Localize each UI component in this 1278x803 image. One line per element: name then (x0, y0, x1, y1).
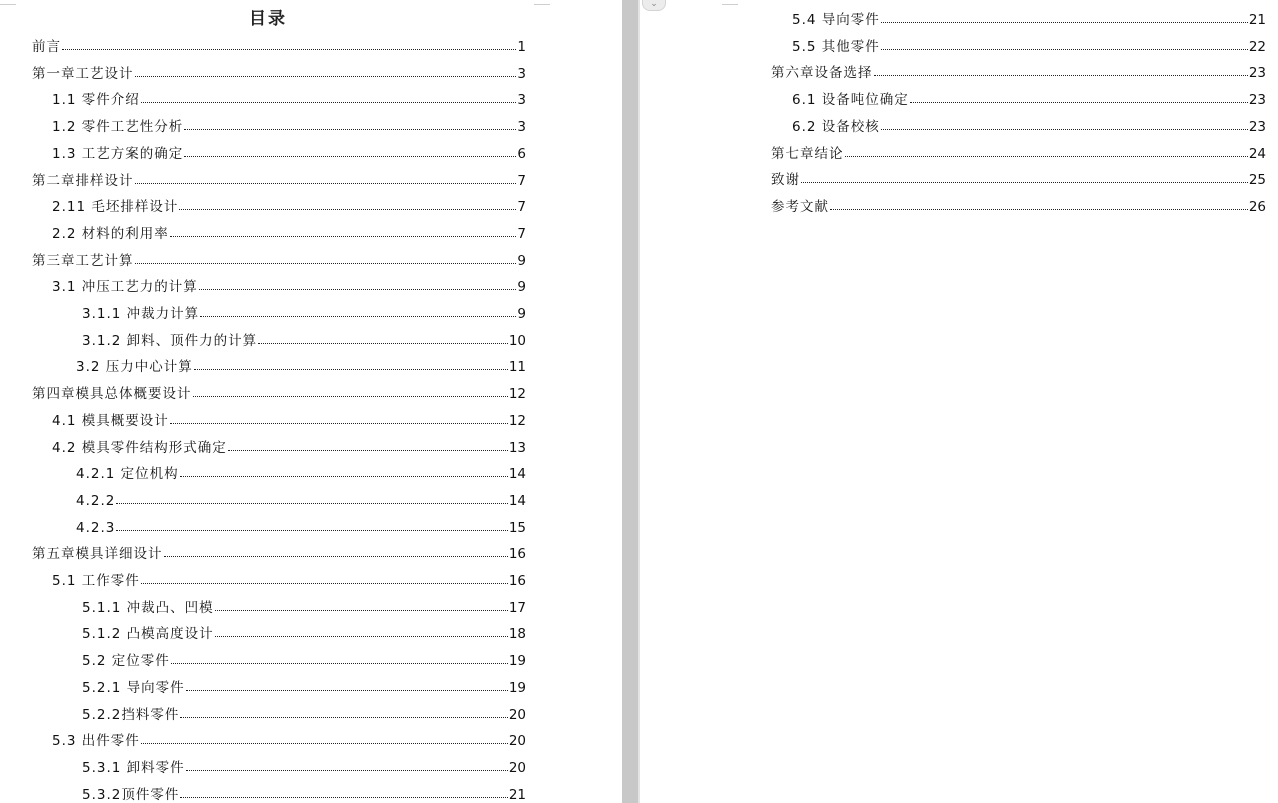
toc-entry-page-number: 24 (1248, 145, 1266, 162)
toc-leader-dots (845, 156, 1248, 157)
toc-entry-page-number: 3 (517, 119, 526, 136)
toc-entry-label: 1.1 零件介绍 (52, 92, 140, 109)
toc-leader-dots (215, 636, 508, 637)
toc-entry-label: 第五章模具详细设计 (32, 546, 163, 563)
toc-leader-dots (881, 129, 1248, 130)
toc-entry-page-number: 14 (508, 466, 526, 483)
toc-entry[interactable] (771, 166, 1266, 188)
toc-entry-label: 第七章结论 (771, 145, 844, 162)
toc-entry-page-number: 11 (508, 359, 526, 376)
toc-entry[interactable] (792, 33, 1266, 55)
toc-leader-dots (881, 22, 1248, 23)
toc-leader-dots (164, 556, 508, 557)
toc-entry[interactable] (82, 701, 526, 723)
toc-entry-page-number: 21 (1248, 12, 1266, 28)
toc-entry-page-number: 17 (508, 599, 526, 616)
toc-entry[interactable] (82, 647, 526, 669)
toc-entry[interactable] (76, 514, 526, 536)
toc-leader-dots (141, 583, 508, 584)
toc-entry-page-number: 7 (517, 225, 526, 242)
toc-leader-dots (200, 316, 516, 317)
right-page (640, 0, 1278, 803)
toc-entry-page-number: 20 (508, 733, 526, 750)
toc-entry[interactable] (76, 460, 526, 482)
toc-entry-page-number: 3 (517, 65, 526, 82)
toc-entry-label: 4.2.1 定位机构 (76, 466, 179, 483)
toc-entry-page-number: 10 (508, 332, 526, 349)
toc-entry-label: 第四章模具总体概要设计 (32, 386, 192, 403)
toc-entry-label: 5.2.1 导向零件 (82, 679, 185, 696)
toc-entry-page-number: 14 (508, 492, 526, 509)
left-page (0, 0, 622, 803)
toc-leader-dots (180, 476, 508, 477)
toc-leader-dots (215, 610, 508, 611)
toc-entry-label: 4.1 模具概要设计 (52, 412, 169, 429)
toc-entry-page-number: 18 (508, 626, 526, 643)
toc-entry[interactable] (792, 6, 1266, 28)
toc-leader-dots (180, 717, 507, 718)
toc-leader-dots (199, 289, 517, 290)
toc-leader-dots (62, 49, 516, 50)
toc-entry-label: 第六章设备选择 (771, 65, 873, 82)
toc-entry[interactable] (52, 140, 526, 162)
toc-entry-page-number: 15 (508, 519, 526, 536)
toc-leader-dots (171, 663, 508, 664)
toc-entry[interactable] (52, 727, 526, 749)
page-corner-mark (0, 0, 16, 5)
toc-entry[interactable] (792, 113, 1266, 135)
toc-entry-page-number: 1 (517, 39, 526, 55)
toc-entry[interactable] (771, 59, 1266, 81)
toc-entry[interactable] (52, 86, 526, 108)
toc-entry-label: 5.5 其他零件 (792, 38, 880, 55)
toc-entry[interactable] (32, 247, 526, 269)
toc-leader-dots (830, 209, 1248, 210)
toc-entry-label: 6.2 设备校核 (792, 118, 880, 135)
toc-entry[interactable] (32, 540, 526, 562)
toc-entry-page-number: 3 (517, 92, 526, 109)
toc-entry-label: 3.1.1 冲裁力计算 (82, 306, 200, 322)
toc-entry-label: 3.2 压力中心计算 (76, 359, 193, 376)
toc-entry[interactable] (32, 167, 526, 189)
toc-entry-label: 3.1 冲压工艺力的计算 (52, 279, 198, 296)
toc-entry-label: 5.4 导向零件 (792, 12, 880, 28)
toc-entry-page-number: 26 (1248, 198, 1266, 215)
toc-leader-dots (135, 183, 517, 184)
toc-entry-page-number: 7 (517, 172, 526, 189)
toc-entry[interactable] (52, 434, 526, 456)
toc-entry[interactable] (82, 300, 526, 322)
toc-leader-dots (184, 129, 516, 130)
toc-entry[interactable] (52, 567, 526, 589)
toc-entry-page-number: 23 (1248, 65, 1266, 82)
toc-entry[interactable] (82, 674, 526, 696)
toc-entry-page-number: 13 (508, 439, 526, 456)
toc-entry[interactable] (82, 327, 526, 349)
toc-entry[interactable] (52, 113, 526, 135)
toc-entry-label: 5.3 出件零件 (52, 733, 140, 750)
toc-entry-label: 5.1.1 冲裁凸、凹模 (82, 599, 214, 616)
toc-leader-dots (186, 770, 508, 771)
toc-entry-page-number: 25 (1248, 172, 1266, 189)
toc-entry[interactable] (52, 273, 526, 295)
toc-entry-label: 致谢 (771, 172, 800, 189)
toc-leader-dots (228, 450, 508, 451)
toc-entry-label: 第三章工艺计算 (32, 252, 134, 269)
toc-entry-label: 2.2 材料的利用率 (52, 225, 169, 242)
toc-leader-dots (141, 102, 517, 103)
toc-leader-dots (881, 49, 1248, 50)
toc-entry[interactable] (82, 594, 526, 616)
toc-entry-label: 5.1.2 凸模高度设计 (82, 626, 214, 643)
toc-entry-label: 4.2.3 (76, 519, 116, 536)
toc-entry-label: 第二章排样设计 (32, 172, 134, 189)
toc-leader-dots (170, 423, 508, 424)
toc-entry-page-number: 7 (517, 199, 526, 216)
toc-leader-dots (193, 396, 508, 397)
toc-entry-page-number: 16 (508, 546, 526, 563)
toc-entry[interactable] (792, 86, 1266, 108)
toc-entry-label: 5.3.1 卸料零件 (82, 759, 185, 776)
toc-entry-label: 5.2 定位零件 (82, 653, 170, 670)
toc-entry[interactable] (82, 754, 526, 776)
toc-entry-label: 3.1.2 卸料、顶件力的计算 (82, 332, 258, 349)
toc-entry-label: 2.11 毛坯排样设计 (52, 199, 179, 216)
toc-leader-dots (194, 369, 508, 370)
toc-leader-dots (801, 182, 1248, 183)
toc-entry-label: 前言 (32, 39, 61, 55)
toc-leader-dots (116, 530, 507, 531)
toc-entry-page-number: 20 (508, 706, 526, 723)
toc-leader-dots (135, 76, 517, 77)
toc-entry-label: 4.2.2 (76, 492, 116, 509)
toc-entry[interactable] (52, 220, 526, 242)
toc-entry-label: 5.1 工作零件 (52, 573, 140, 589)
toc-leader-dots (170, 236, 517, 237)
toc-entry[interactable] (771, 140, 1266, 162)
page-corner-mark (534, 0, 550, 5)
toc-entry[interactable] (52, 407, 526, 429)
toc-entry[interactable] (82, 781, 526, 803)
collapse-chevron-icon[interactable]: ⌄ (642, 0, 666, 11)
toc-entry[interactable] (76, 353, 526, 375)
toc-leader-dots (184, 156, 516, 157)
toc-entry[interactable] (76, 487, 526, 509)
page-corner-mark (722, 0, 738, 5)
toc-entry-page-number: 23 (1248, 118, 1266, 135)
toc-entry[interactable] (32, 33, 526, 55)
toc-entry-page-number: 12 (508, 412, 526, 429)
toc-entry-label: 4.2 模具零件结构形式确定 (52, 439, 227, 456)
toc-entry-page-number: 9 (517, 306, 526, 322)
toc-entry-label: 5.2.2挡料零件 (82, 706, 180, 723)
toc-entry[interactable] (82, 620, 526, 642)
toc-entry-page-number: 9 (517, 252, 526, 269)
toc-entry-page-number: 21 (508, 786, 526, 803)
toc-entry-page-number: 6 (517, 145, 526, 162)
toc-entry-label: 5.3.2顶件零件 (82, 786, 180, 803)
toc-entry[interactable] (32, 380, 526, 402)
toc-entry-page-number: 9 (517, 279, 526, 296)
toc-leader-dots (186, 690, 508, 691)
toc-leader-dots (179, 209, 516, 210)
toc-entry-label: 第一章工艺设计 (32, 65, 134, 82)
toc-leader-dots (874, 75, 1248, 76)
toc-entry-label: 6.1 设备吨位确定 (792, 92, 909, 109)
toc-leader-dots (180, 797, 507, 798)
toc-entry-page-number: 19 (508, 679, 526, 696)
toc-entry[interactable] (52, 193, 526, 215)
toc-entry-page-number: 16 (508, 573, 526, 589)
toc-entry-page-number: 20 (508, 759, 526, 776)
toc-entry-page-number: 22 (1248, 38, 1266, 55)
toc-entry-page-number: 19 (508, 653, 526, 670)
toc-entry[interactable] (771, 193, 1266, 215)
toc-entry-page-number: 23 (1248, 92, 1266, 109)
toc-leader-dots (258, 343, 508, 344)
toc-entry-label: 1.2 零件工艺性分析 (52, 119, 184, 136)
toc-entry-label: 参考文献 (771, 198, 829, 215)
toc-entry[interactable] (32, 60, 526, 82)
toc-leader-dots (135, 263, 517, 264)
toc-entry-label: 1.3 工艺方案的确定 (52, 145, 184, 162)
toc-leader-dots (116, 503, 507, 504)
toc-leader-dots (910, 102, 1248, 103)
toc-entry-page-number: 12 (508, 386, 526, 403)
toc-title: 目录 (249, 9, 287, 29)
toc-leader-dots (141, 743, 508, 744)
